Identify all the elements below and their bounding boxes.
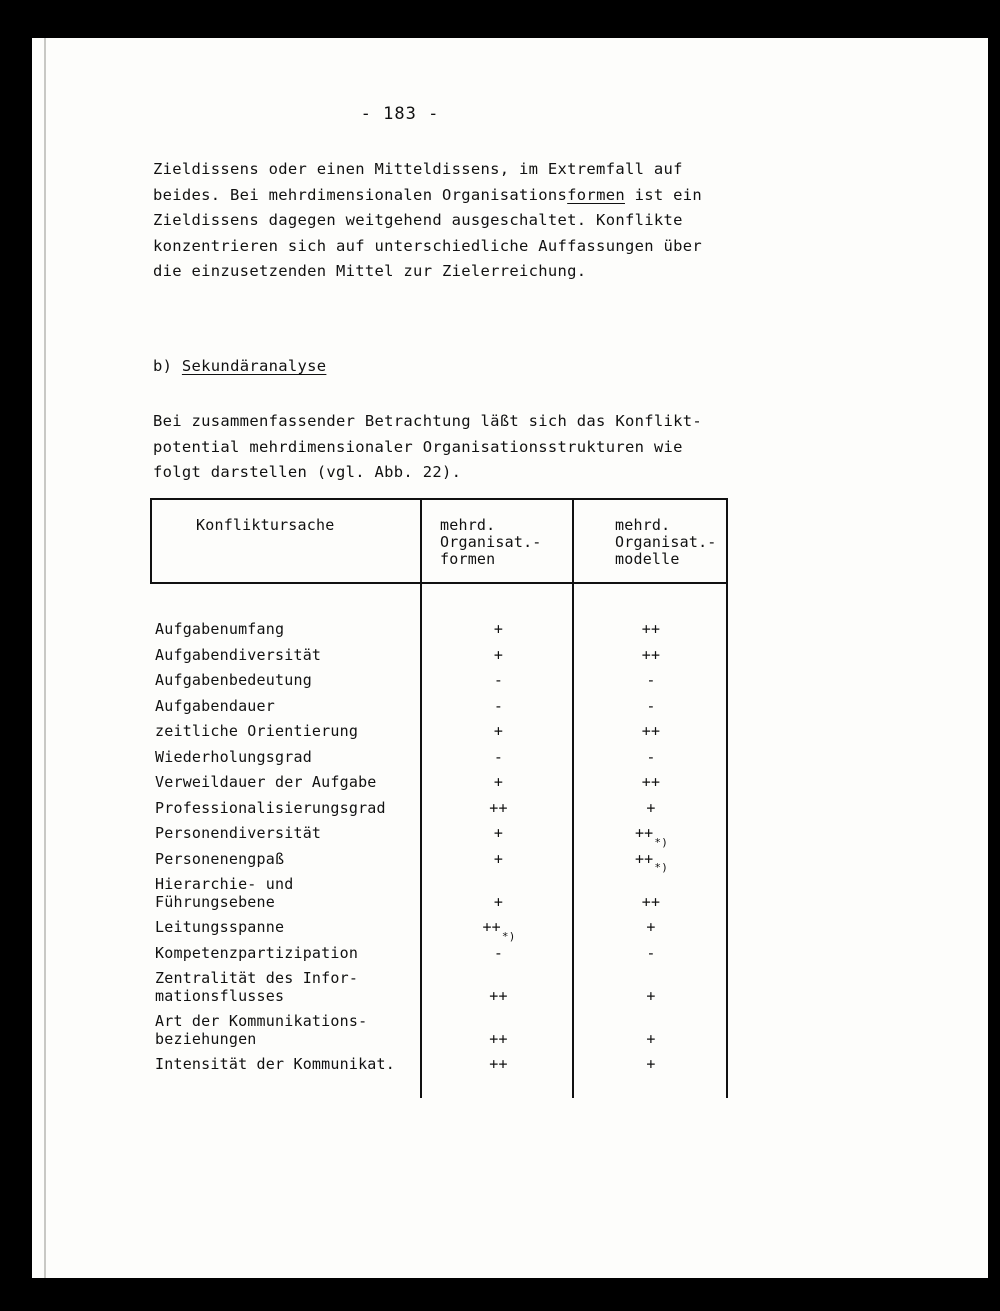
table-row (155, 1052, 730, 1078)
rating-value: ++ (489, 798, 508, 817)
rating-value: ++ (641, 722, 661, 740)
org-models-rating-cell (574, 919, 729, 937)
table-row (155, 915, 730, 941)
rating-value: + (493, 849, 504, 868)
rating-value: + (646, 798, 656, 817)
conflict-cause-cell: Aufgabendiversität (155, 645, 322, 664)
conflict-cause-cell: Kompetenzpartizipation (155, 943, 359, 962)
conflict-cause-cell: Wiederholungsgrad (155, 747, 312, 766)
page-edge-shadow (44, 38, 46, 1278)
org-forms-rating-cell (421, 749, 574, 767)
table-body (155, 617, 730, 1078)
rating-value: ++ (634, 849, 654, 868)
conflict-cause-cell: Aufgabenbedeutung (155, 671, 312, 689)
org-models-rating-cell (574, 774, 729, 792)
paragraph-analysis-line-1: Bei zusammenfassender Betrachtung läßt sich das Konflikt- (153, 412, 703, 430)
conflict-cause-cell: zeitliche Orientierung (155, 722, 359, 740)
org-forms-rating-cell (421, 621, 574, 639)
conflict-cause-cell: Personenengpaß (155, 849, 285, 868)
rating-value: + (493, 645, 504, 664)
rating-value: - (493, 671, 504, 689)
rating-value: ++ (489, 1055, 508, 1073)
paragraph-intro-line-2a: beides. Bei mehrdimensionalen Organisations (153, 185, 568, 204)
paragraph-analysis (153, 409, 702, 486)
conflict-cause-cell: Intensität der Kommunikat. (155, 1055, 395, 1073)
paragraph-intro-line-2b: ist ein (624, 185, 703, 204)
org-forms-rating-cell (421, 825, 574, 843)
rating-value: - (646, 747, 656, 766)
rating-value: ++ (641, 892, 661, 911)
rating-value: + (646, 918, 656, 936)
page-number: - 183 - (360, 104, 440, 124)
table-left-border (150, 498, 152, 584)
table-row (155, 745, 730, 771)
rating-value: + (493, 620, 504, 638)
section-heading-title: Sekundäranalyse (181, 357, 327, 375)
rating-value: + (493, 722, 504, 740)
paragraph-intro-line-1: Zieldissens oder einen Mitteldissens, im Extremfall auf (153, 160, 683, 178)
conflict-cause-cell: Leitungsspanne (155, 918, 285, 936)
org-models-rating-cell (574, 1013, 729, 1048)
org-forms-rating-cell: ++ *) (482, 918, 516, 943)
table-row (155, 941, 730, 967)
rating-value: - (646, 696, 656, 715)
conflict-cause-cell: Hierarchie- und Führungsebene (155, 875, 294, 911)
table-row (155, 847, 730, 873)
org-forms-rating-cell (421, 774, 574, 792)
table-row (155, 617, 730, 643)
org-models-rating-cell (574, 621, 729, 639)
table-row (155, 1009, 730, 1052)
paragraph-intro (153, 157, 702, 285)
rating-value: ++ (641, 620, 661, 638)
conflict-cause-cell: Aufgabenumfang (155, 620, 285, 638)
table-row (155, 872, 730, 915)
org-forms-rating-cell (421, 970, 574, 1005)
org-models-rating-cell (574, 970, 729, 1005)
header-org-forms: mehrd. Organisat.- formen (440, 516, 542, 568)
org-models-rating-cell (574, 647, 729, 665)
org-forms-rating-cell (421, 672, 574, 690)
rating-value: ++ (482, 918, 501, 936)
table-row (155, 770, 730, 796)
rating-value: ++ (489, 986, 508, 1005)
header-org-models: mehrd. Organisat.- modelle (615, 516, 717, 568)
rating-value: ++ (641, 773, 661, 791)
paragraph-intro-line-3: Zieldissens dagegen weitgehend ausgeschaltet. Konflikte (153, 211, 683, 229)
org-forms-rating-cell (421, 723, 574, 741)
rating-value: + (493, 773, 504, 791)
rating-value: - (493, 747, 504, 766)
org-models-rating-cell: ++ *) (634, 849, 669, 874)
rating-value: + (646, 986, 656, 1005)
org-forms-rating-cell (421, 876, 574, 911)
table-row (155, 966, 730, 1009)
table-row (155, 719, 730, 745)
rating-value: - (493, 696, 504, 715)
rating-value: - (646, 943, 656, 962)
rating-value: - (493, 943, 504, 962)
org-forms-rating-cell (421, 1056, 574, 1074)
paragraph-analysis-line-2: potential mehrdimensionaler Organisationsstrukturen wie (153, 437, 683, 456)
org-forms-rating-cell (421, 851, 574, 869)
table-row (155, 796, 730, 822)
conflict-cause-cell: Aufgabendauer (155, 696, 275, 715)
table-row (155, 821, 730, 847)
org-models-rating-cell (574, 945, 729, 963)
org-models-rating-cell: ++ *) (634, 824, 669, 849)
table-row (155, 643, 730, 669)
org-forms-rating-cell (421, 647, 574, 665)
rating-value: ++ (634, 824, 654, 842)
table-row (155, 668, 730, 694)
table-top-border (150, 498, 728, 500)
org-models-rating-cell (574, 672, 729, 690)
org-models-rating-cell (574, 723, 729, 741)
org-models-rating-cell (574, 698, 729, 716)
rating-value: ++ (489, 1029, 508, 1048)
rating-value: + (646, 1055, 656, 1073)
org-models-rating-cell (574, 1056, 729, 1074)
org-models-rating-cell (574, 749, 729, 767)
conflict-cause-cell: Verweildauer der Aufgabe (155, 773, 377, 791)
header-conflict-cause: Konfliktursache (196, 516, 335, 534)
rating-value: - (646, 671, 656, 689)
org-forms-rating-cell (421, 698, 574, 716)
rating-value: + (493, 824, 504, 842)
rating-value: + (646, 1029, 656, 1048)
rating-value: ++ (641, 645, 661, 664)
org-forms-rating-cell (421, 800, 574, 818)
conflict-cause-cell: Professionalisierungsgrad (155, 798, 386, 817)
conflict-cause-cell: Personendiversität (155, 824, 322, 842)
table-row (155, 694, 730, 720)
paragraph-intro-line-5: die einzusetzenden Mittel zur Zielerreichung. (153, 262, 587, 280)
section-heading-prefix: b) (153, 357, 182, 375)
underlined-word-formen: formen (567, 185, 625, 204)
conflict-cause-cell: Art der Kommunikations- beziehungen (155, 1012, 368, 1048)
section-heading (153, 357, 326, 375)
org-forms-rating-cell (421, 945, 574, 963)
org-forms-rating-cell (421, 1013, 574, 1048)
conflict-cause-cell: Zentralität des Infor- mationsflusses (155, 969, 359, 1005)
paragraph-intro-line-4: konzentrieren sich auf unterschiedliche Auffassungen über (153, 236, 703, 255)
table-header-border (150, 582, 728, 584)
org-models-rating-cell (574, 876, 729, 911)
rating-value: + (493, 892, 504, 911)
org-models-rating-cell (574, 800, 729, 818)
paragraph-analysis-line-3: folgt darstellen (vgl. Abb. 22). (153, 463, 462, 481)
